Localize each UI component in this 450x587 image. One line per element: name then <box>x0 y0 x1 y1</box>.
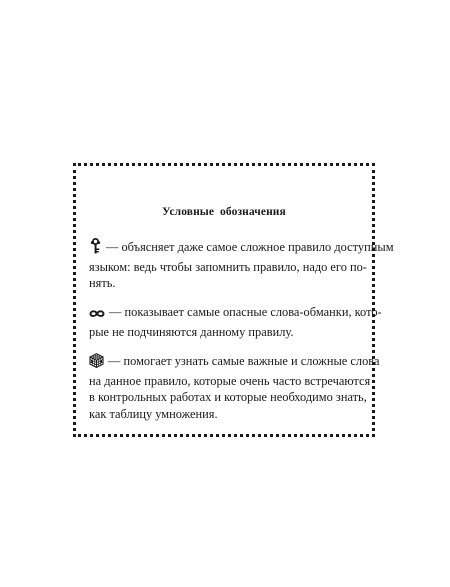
entry-line: языком: ведь чтобы запомнить правило, надо его по- <box>89 259 367 274</box>
rubiks-cube-icon <box>89 353 104 373</box>
entry-text: — показывает самые опасные слова-обманки, кото- <box>109 305 382 319</box>
entry-line: в контрольных работах и которые необходимо знать, <box>89 390 367 404</box>
mask-icon <box>89 307 105 324</box>
legend-entry-mask <box>89 304 382 340</box>
entry-line <box>89 238 394 259</box>
entry-text: — объясняет даже самое сложное правило доступным <box>106 240 394 254</box>
entry-text: — помогает узнать самые важные и сложные слова <box>108 354 380 368</box>
legend-entry-cube <box>89 353 380 422</box>
entry-line: на данное правило, которые очень часто встречаются <box>89 373 371 388</box>
legend-title: Условные обозначения <box>162 206 286 218</box>
entry-line: нять. <box>89 276 116 290</box>
entry-line: как таблицу умножения. <box>89 406 218 421</box>
entry-line <box>89 353 380 373</box>
entry-line <box>89 304 382 324</box>
legend-entry-key <box>89 238 394 292</box>
key-icon <box>89 238 102 259</box>
entry-line: рые не подчиняются данному правилу. <box>89 324 294 339</box>
legend-box <box>73 163 394 437</box>
